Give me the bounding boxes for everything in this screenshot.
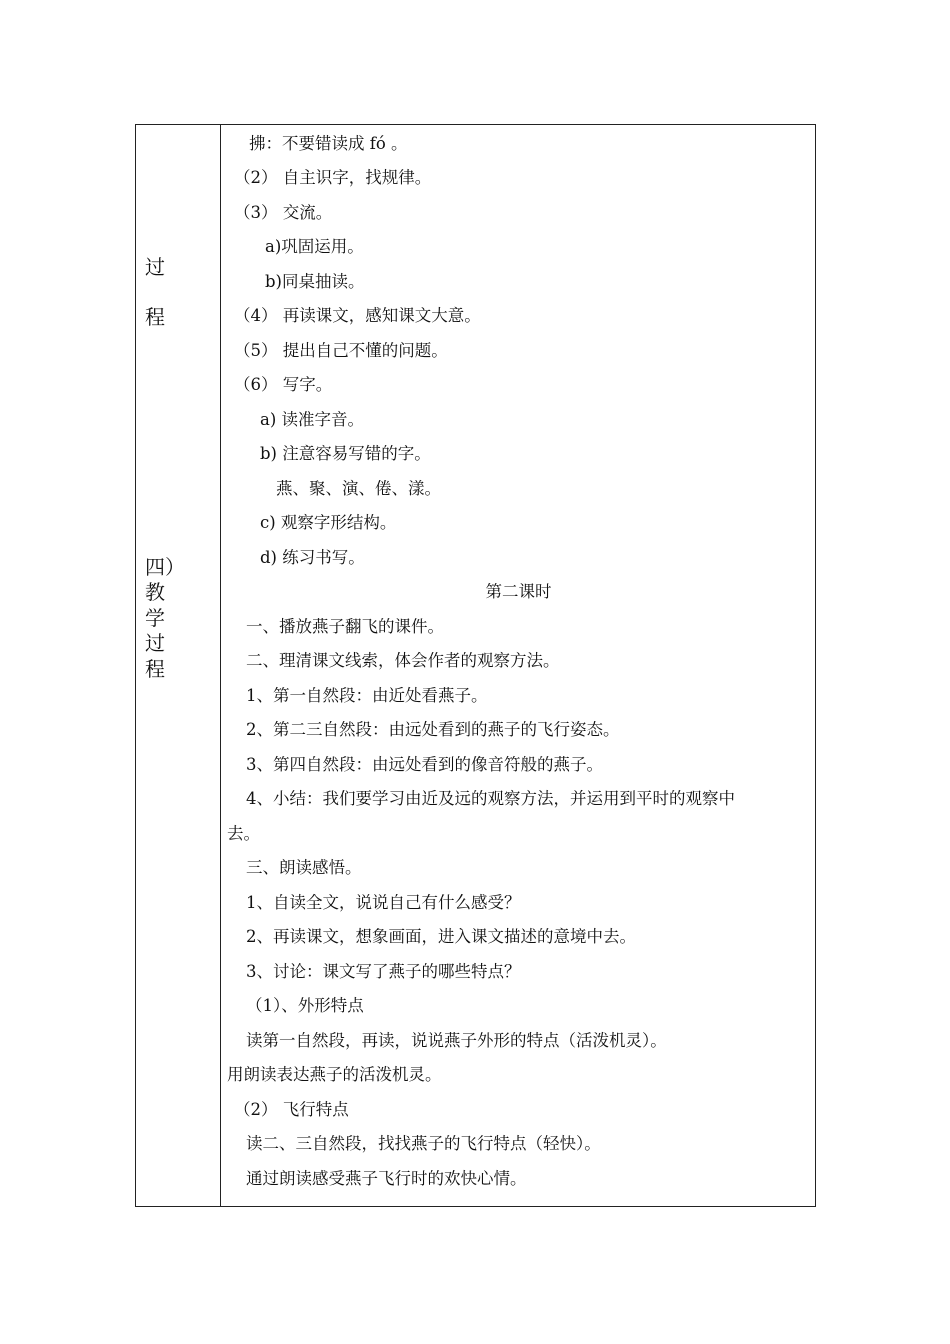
text-line: 二、理清课文线索，体会作者的观察方法。 [246, 651, 560, 670]
text-line: c) 观察字形结构。 [260, 513, 397, 532]
side-label-jiao: 教 [145, 580, 165, 604]
side-label-cheng-top: 程 [145, 305, 165, 329]
text-line: 4、小结：我们要学习由近及远的观察方法，并运用到平时的观察中 [246, 789, 735, 808]
text-line: （2） 自主识字，找规律。 [234, 168, 432, 187]
text-line: （3） 交流。 [234, 203, 333, 222]
text-line: 三、朗读感悟。 [246, 858, 362, 877]
text-line: 读二、三自然段，找找燕子的飞行特点（轻快）。 [246, 1134, 601, 1153]
text-line: （1）、外形特点 [246, 996, 364, 1015]
text-line: 2、第二三自然段：由远处看到的燕子的飞行姿态。 [246, 720, 620, 739]
text-line: （5） 提出自己不懂的问题。 [234, 341, 448, 360]
text-line: （6） 写字。 [234, 375, 333, 394]
text-line: 读第一自然段，再读，说说燕子外形的特点（活泼机灵）。 [246, 1031, 667, 1050]
side-label-guo: 过 [145, 631, 165, 655]
text-line: 3、讨论：课文写了燕子的哪些特点？ [246, 962, 521, 981]
text-line: 通过朗读感受燕子飞行时的欢快心情。 [246, 1169, 527, 1188]
section-label-column [136, 125, 220, 1206]
text-line: 拂：不要错读成 fó 。 [249, 134, 408, 153]
text-line: d) 练习书写。 [260, 548, 365, 567]
text-line: 一、播放燕子翻飞的课件。 [246, 617, 444, 636]
text-line: 1、第一自然段：由近处看燕子。 [246, 686, 488, 705]
side-label-xue: 学 [145, 606, 165, 630]
text-line: b) 注意容易写错的字。 [260, 444, 431, 463]
text-line: （2） 飞行特点 [234, 1100, 349, 1119]
side-label-cheng: 程 [145, 657, 165, 681]
text-line: 1、自读全文，说说自己有什么感受？ [246, 893, 521, 912]
content-column [222, 125, 815, 1206]
side-label-guo-top: 过 [145, 255, 165, 279]
text-line: 燕、聚、演、倦、漾。 [276, 479, 441, 498]
column-divider [220, 125, 221, 1206]
text-line: a)巩固运用。 [265, 237, 364, 256]
text-line: 去。 [227, 824, 260, 843]
text-line: 用朗读表达燕子的活泼机灵。 [227, 1065, 442, 1084]
text-line: a) 读准字音。 [260, 410, 365, 429]
text-line: b)同桌抽读。 [265, 272, 365, 291]
lesson-heading: 第二课时 [485, 582, 552, 601]
side-label-section-four: 四） [145, 555, 185, 579]
text-line: 2、再读课文，想象画面，进入课文描述的意境中去。 [246, 927, 636, 946]
text-line: （4） 再读课文，感知课文大意。 [234, 306, 481, 325]
lesson-plan-table [135, 124, 816, 1207]
text-line: 3、第四自然段：由远处看到的像音符般的燕子。 [246, 755, 603, 774]
